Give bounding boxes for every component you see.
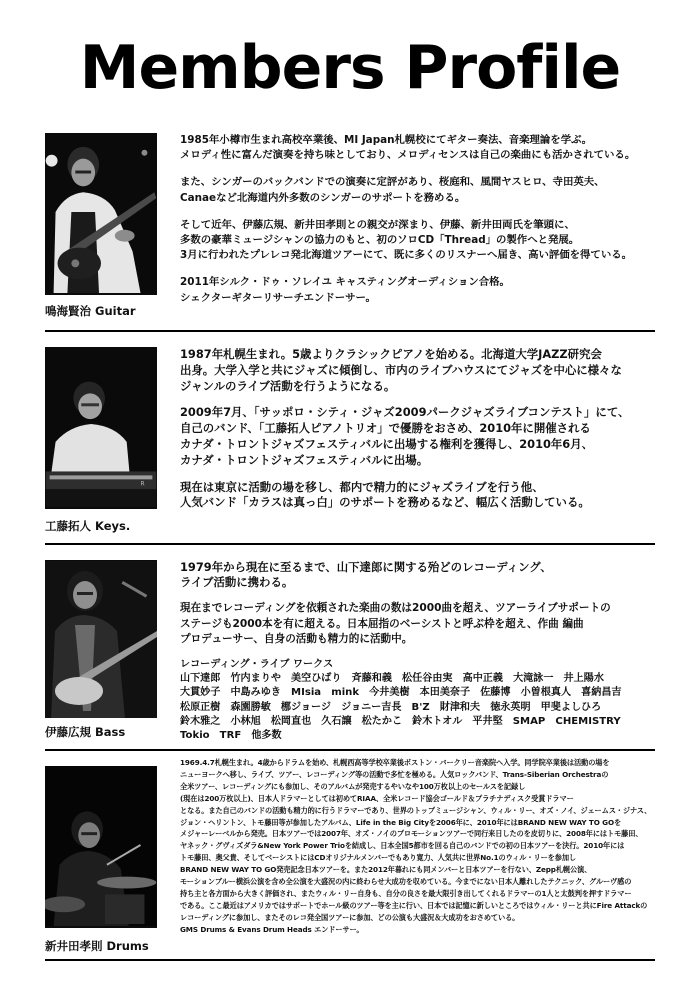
- bio-paragraph: [180, 405, 660, 468]
- bio-line: 山下達郎 竹内まりや 美空ひばり 斉藤和義 松任谷由実 高中正義 大滝詠一 井上陽水: [180, 673, 604, 685]
- bio-line: そして近年、伊藤広規、新井田孝則との親交が深まり、伊藤、新井田両氏を筆頭に、: [180, 218, 575, 231]
- bio-line: (現在は200万枚以上)、日本人ドラマーとしては初めてRIAA、全米レコード協会ゴールド＆プラチナディスク受賞ドラマー: [180, 793, 574, 803]
- section-divider: [45, 330, 655, 332]
- bio-line: Tokio TRF 他多数: [180, 730, 282, 742]
- guitarist-photo-image: [45, 133, 157, 293]
- member-profile-guitar: [45, 133, 655, 323]
- bio-line: 1987年札幌生まれ。5歳よりクラシックピアノを始める。北海道大学JAZZ研究会: [180, 347, 602, 361]
- bio-paragraph: [180, 347, 660, 394]
- member-name: 鳴海賢治 Guitar: [45, 304, 136, 318]
- bio-line: 出身。大学入学と共にジャズに傾倒し、市内のライブハウスにてジャズを中心に様々な: [180, 362, 622, 377]
- bio-line: 現在までレコーディングを依頼された楽曲の数は2000曲を超え、ツアーライブサポートの: [180, 602, 611, 615]
- bio-line: カナダ・トロントジャズフェスティバルに出場する権利を獲得し、2010年6月、: [180, 436, 594, 451]
- bio-line: である。ここ最近はアメリカではサポートでホール級のツアー等を主に行い、日本では記憶に新しいところではウィル・リーと共にFire Attackの: [180, 900, 648, 910]
- bio-line: 現在は東京に活動の場を移し、都内で精力的にジャズライブを行う他、: [180, 479, 544, 494]
- bio-line: プロデューサー、自身の活動も精力的に活動中。: [180, 632, 413, 645]
- bio-line: トモ藤田、奥父貴、そしてベーシストにはCDオリジナルメンバーでもあり寛力、人気共に世界No.1のウィル・リーを参加し: [180, 853, 577, 863]
- bio-paragraph: [180, 658, 660, 743]
- drummer-photo-image: [45, 766, 157, 926]
- bio-paragraph: [180, 218, 660, 264]
- bio-line: ジョン・ヘリントン、トモ藤田等が参加したアルバム、Life in the Big Cityを2006年に、2010年にはBRAND NEW WAY TO GOを: [180, 817, 622, 827]
- member-profile-keys: [45, 347, 655, 537]
- page-title: Members Profile: [79, 33, 621, 103]
- member-name: 新井田孝則 Drums: [45, 939, 149, 953]
- bio-paragraph: [180, 757, 668, 936]
- bio-line: 1985年小樽市生まれ高校卒業後、MI Japan札幌校にてギター奏法、音楽理論を学ぶ。: [180, 134, 593, 146]
- bio-line: 鈴木雅之 小林旭 松岡直也 久石譲 松たかこ 鈴木トオル 平井堅 SMAP CHEMISTRY: [180, 715, 621, 727]
- bassist-photo-image: [45, 560, 157, 718]
- member-name: 工藤拓人 Keys.: [45, 519, 131, 533]
- bio-line: 1969.4.7札幌生まれ。4歳からドラムを始め、札幌西高等学校卒業後ボストン・バークリー音楽院へ入学。同学院卒業後は活動の場を: [180, 758, 610, 767]
- bio-line: 2009年7月、「サッポロ・シティ・ジャズ2009パークジャズライブコンテスト」にて、: [180, 405, 630, 420]
- bio-line: 全米ツアー、レコーディングにも参加し、そのアルバムが発売するやいなや100万枚以上のセールスを記録し: [180, 781, 526, 791]
- bio-paragraph: [180, 133, 660, 163]
- bio-paragraph: [180, 275, 660, 305]
- bio-line: 自己のバンド、「工藤拓人ピアノトリオ」で優勝をおさめ、2010年に開催される: [180, 421, 591, 436]
- bio-line: ニューヨークへ移し、ライブ、ツアー、レコーディング等の活動で多忙を極める。人気ロックバンド、Trans-Siberian Orchestraの: [180, 769, 609, 779]
- bio-line: ジャンルのライブ活動を行うようになる。: [180, 378, 396, 393]
- bio-line: 3月に行われたプレレコ発北海道ツアーにて、既に多くのリスナーへ届き、高い評価を得ている。: [180, 249, 632, 262]
- bio-line: レコーディングに参加し、またそのレコ発全国ツアーに参加、どの公演も大盛況＆大成功をおさめている。: [180, 912, 520, 922]
- bio-paragraph: [180, 480, 660, 512]
- bio-line: ステージも2000本を有に超える。日本屈指のベーシストと呼ぶ枠を超え、作曲 編曲: [180, 617, 584, 630]
- bio-line: 人気バンド「カラスは真っ白」のサポートを務めるなど、幅広く活動している。: [180, 495, 590, 510]
- member-profile-drums: [45, 758, 655, 961]
- keyboardist-photo-image: [45, 347, 157, 507]
- svg-text:R: R: [140, 481, 145, 488]
- bio-line: BRAND NEW WAY TO GO発売記念日本ツアーを。また2012年暮れにも同メンバーと日本ツアーを行ない、Zepp札幌公演、: [180, 865, 592, 875]
- member-photo: [45, 347, 157, 509]
- section-divider: [45, 543, 655, 545]
- bio-line: メロディ性に富んだ演奏を持ち味としており、メロディセンスは自己の楽曲にも活かされている。: [180, 149, 636, 162]
- bio-line: シェクターギターリサーチエンドーサー。: [180, 291, 376, 304]
- bio-line: また、シンガーのバックバンドでの演奏に定評があり、桜庭和、風間ヤスヒロ、寺田英夫、: [180, 176, 605, 189]
- bio-line: ライブ活動に携わる。: [180, 575, 294, 590]
- bio-paragraph: [180, 560, 660, 590]
- section-divider: [45, 959, 655, 961]
- bio-line: モーションブルー横浜公演を含め全公演を大盛況の内に終わらせ大成功を収めている。今までにない日本人離れしたテクニック、グルーヴ感の: [180, 877, 632, 887]
- member-bio: [180, 757, 668, 936]
- member-photo: [45, 133, 157, 295]
- bio-line: レコーディング・ライブ ワークス: [180, 659, 334, 671]
- bio-line: 持ち主と各方面から大きく評価され、またウィル・リー自身も、自分の良さを最大限引き出してくれるドラマーの1人と太鼓判を押すドラマー: [180, 888, 632, 898]
- bio-line: メジャーレーベルから発売。日本ツアーでは2007年、オズ・ノイのプロモーションツアーで同行来日したのを皮切りに、2008年にはトモ藤田、: [180, 829, 643, 839]
- member-bio: [180, 560, 660, 755]
- bio-line: 1979年から現在に至るまで、山下達郎に関する殆どのレコーディング、: [180, 560, 552, 574]
- bio-paragraph: [180, 175, 660, 205]
- member-name: 伊藤広規 Bass: [45, 725, 126, 739]
- bio-line: 2011年シルク・ドゥ・ソレイユ キャスティングオーディション合格。: [180, 276, 510, 289]
- bio-line: Canaeなど北海道内外多数のシンガーのサポートを務める。: [180, 191, 466, 204]
- bio-line: GMS Drums & Evans Drum Heads エンドーサー。: [180, 924, 364, 934]
- member-profile-bass: [45, 560, 655, 740]
- bio-paragraph: [180, 601, 660, 647]
- bio-line: となる。また自己のバンドの活動も精力的に行うドラマーであり、世界のトップミュージシャン、ウィル・リー、オズ・ノイ、ジェームス・ジナス、: [180, 805, 652, 815]
- member-photo: [45, 766, 157, 928]
- member-bio: [180, 133, 660, 318]
- bio-line: ヤネック・グヴィズダラ&New York Power Trioを結成し、日本全国5都市を回る自己のバンドでの初の日本ツアーを決行。2010年には: [180, 841, 625, 851]
- bio-line: 大貫妙子 中島みゆき MIsia mink 今井美樹 本田美奈子 佐藤博 小曽根真人 喜納昌吉: [180, 687, 622, 699]
- bio-line: 松原正樹 森園勝敏 梛ジョージ ジョニー吉長 B'Z 財津和夫 徳永英明 甲斐よしひろ: [180, 701, 602, 713]
- member-photo: [45, 560, 157, 718]
- bio-line: カナダ・トロントジャズフェスティバルに出場。: [180, 452, 429, 467]
- bio-line: 多数の豪華ミュージシャンの協力のもと、初のソロCD「Thread」の製作へと発展。: [180, 234, 580, 247]
- section-divider: [45, 749, 655, 751]
- member-bio: [180, 347, 660, 523]
